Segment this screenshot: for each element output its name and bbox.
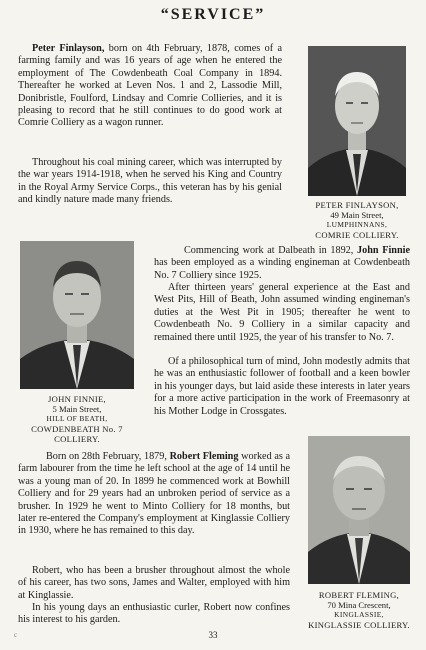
finlayson-caption-address: 49 Main Street,: [330, 210, 384, 220]
finnie-name: John Finnie: [357, 245, 410, 256]
finlayson-caption-colliery: COMRIE COLLIERY.: [315, 230, 399, 240]
finlayson-portrait: [308, 46, 406, 196]
finnie-portrait: [20, 241, 134, 389]
finlayson-caption-name: PETER FINLAYSON,: [315, 200, 399, 210]
finnie-paragraph-1: [154, 245, 410, 282]
finlayson-caption: [296, 200, 418, 240]
page-title: “SERVICE”: [160, 6, 266, 23]
finnie-caption: [14, 394, 140, 444]
finnie-paragraph-1-intro: Commencing work at Dalbeath in 1892,: [184, 245, 358, 256]
corner-mark: c: [14, 631, 18, 639]
fleming-caption-name: ROBERT FLEMING,: [318, 590, 400, 600]
finnie-caption-name: JOHN FINNIE,: [47, 394, 107, 404]
fleming-portrait: [308, 436, 410, 584]
finnie-caption-colliery-2: COLLIERY.: [54, 434, 100, 444]
finnie-caption-town: HILL OF BEATH,: [46, 414, 108, 423]
fleming-caption-colliery: KINGLASSIE COLLIERY.: [308, 620, 410, 630]
finlayson-name: Peter Finlayson,: [32, 43, 105, 54]
finnie-paragraph-1-text: has been employed as a winding engineman at Cowdenbeath No. 7 Colliery since 1925.: [154, 257, 410, 281]
fleming-paragraph-1-intro: Born on 28th February, 1879,: [46, 451, 170, 462]
finlayson-paragraph-1: [18, 43, 282, 130]
fleming-caption-town: KINGLASSIE,: [334, 610, 384, 619]
finnie-paragraph-3: Of a philosophical turn of mind, John modestly admits that he was an enthusiastic follower of football and a keen bowler in his younger days, but laid aside these interests in later years for a more active participation in the work of Freemasonry at his Mother Lodge in Crossgates.: [154, 356, 410, 417]
finnie-caption-colliery: COWDENBEATH No. 7: [31, 424, 123, 434]
fleming-caption-address: 70 Mina Crescent,: [327, 600, 391, 610]
fleming-paragraph-2: Robert, who has been a brusher throughout almost the whole of his career, has two sons, James and Walter, employed with him at Kinglassie.: [18, 565, 290, 601]
fleming-paragraph-1-text: worked as a farm labourer from the time he left school at the age of 14 until he was a young man of 20. In 1899 he commenced work at Bowhill Colliery and for 29 years had an unbroken period of service as a brusher. In 1929 he went to Minto Colliery for 18 months, but later re-entered the Company's employment at Kinglassie Colliery in 1930, where he has remained to this day.: [18, 451, 290, 537]
fleming-paragraph-1: [18, 451, 290, 538]
finnie-paragraph-2: After thirteen years' general experience at the East and West Pits, Hill of Beath, John assumed winding engineman's duties at the West Pit in 1905; thereafter he went to Cowdenbeath No. 9 Colliery in a similar capacity and remained there until 1925, the year of his transfer to No. 7.: [154, 282, 410, 343]
finnie-caption-address: 5 Main Street,: [52, 404, 102, 414]
finlayson-caption-town: LUMPHINNANS,: [326, 220, 388, 229]
finlayson-paragraph-2: Throughout his coal mining career, which was interrupted by the war years 1914-1918, when he served his King and Country in the Royal Army Service Corps., this veteran has by his genial and kindly nature made many friends.: [18, 157, 282, 206]
fleming-paragraph-3: In his young days an enthusiastic curler, Robert now confines his interest to his garden.: [18, 602, 290, 626]
fleming-caption: [294, 590, 424, 630]
finlayson-paragraph-1-text: born on 4th February, 1878, comes of a farming family and was 16 years of age when he entered the employment of The Cowdenbeath Coal Company in 1894. Thereafter he worked at Leven Nos. 1 and 2, Lassodie Mill, Donibristle, Foulford, Lindsay and Comrie Collieries, and it is pleasing to record that he still continues to do good work at Comrie Colliery as a wagon runner.: [18, 43, 282, 129]
page-number: 33: [208, 630, 218, 640]
fleming-name: Robert Fleming: [169, 451, 239, 462]
